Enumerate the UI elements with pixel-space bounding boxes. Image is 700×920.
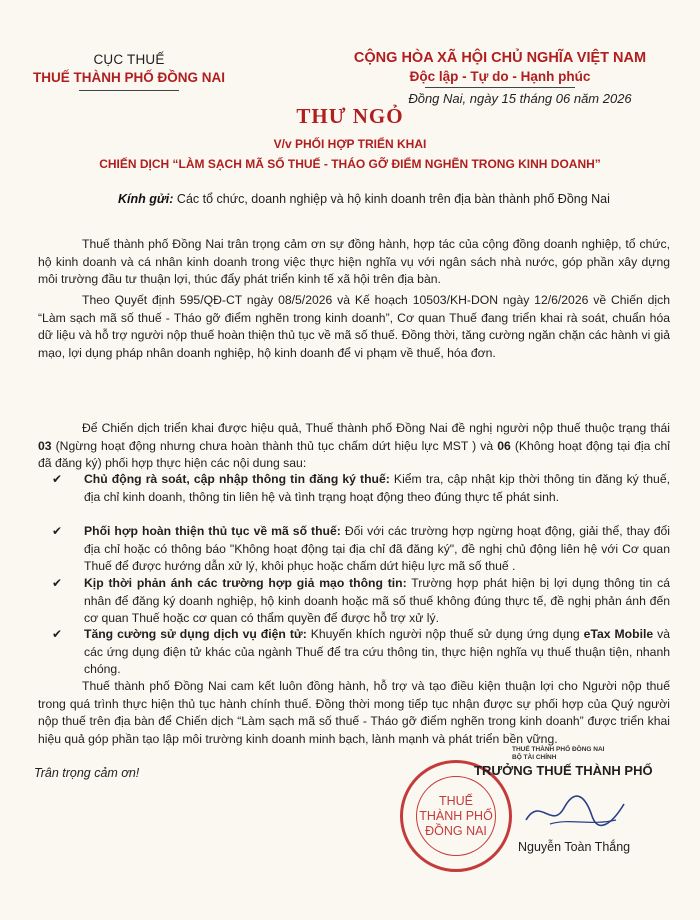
bullet-text: Kiểm tra, cập nhật kịp thời thông tin đăng ký thuế, địa chỉ kinh doanh, thông tin liên hệ và tình trạng hoạt động theo đúng thực tế phát sinh. xyxy=(84,472,670,504)
place-date: Đồng Nai, ngày 15 tháng 06 năm 2026 xyxy=(408,91,632,106)
check-icon: ✔ xyxy=(52,576,63,590)
bullet-item xyxy=(38,471,670,506)
para3-mid: (Ngừng hoạt động nhưng chưa hoàn thành thủ tục chấm dứt hiệu lực MST ) và xyxy=(51,438,498,453)
bullet-item xyxy=(38,626,670,679)
bullet-heading: Kịp thời phản ánh các trường hợp giả mạo thông tin: xyxy=(84,576,407,590)
agency-underline xyxy=(79,90,179,91)
paragraph-closing xyxy=(38,678,670,748)
sig-org-line2: BỘ TÀI CHÍNH xyxy=(512,754,557,761)
agency-name: THUẾ THÀNH PHỐ ĐỒNG NAI xyxy=(33,70,225,85)
motto-underline xyxy=(425,87,575,88)
status-06: 06 xyxy=(497,438,511,453)
thanks-line: Trân trọng cảm ơn! xyxy=(34,766,140,780)
bullet-text: Đối với các trường hợp ngừng hoạt động, giải thể, thay đổi địa chỉ hoặc có thông báo "Không hoạt động tại địa chỉ đã đăng ký", đề nghị chủ động liên hệ với Cơ quan Thuế để được hướng dẫn xử lý, khôi phục hoặc chấm dứt hiệu lực mã số thuế . xyxy=(84,524,670,574)
bullet-item xyxy=(38,523,670,576)
bullet-text: Trường hợp phát hiện bị lợi dụng thông tin cá nhân để đăng ký doanh nghiệp, hộ kinh doanh hoặc mã số thuế không đúng thực tế, đề nghị phản ánh đến cơ quan Thuế hoặc cơ quan có thẩm quyền để được hỗ trợ xử lý. xyxy=(84,576,670,626)
bullet-heading: Chủ động rà soát, cập nhập thông tin đăng ký thuế: xyxy=(84,472,390,486)
bullet-heading: Tăng cường sử dụng dịch vụ điện tử: xyxy=(84,627,307,641)
issuing-agency xyxy=(14,52,244,91)
campaign-name: CHIẾN DỊCH “LÀM SẠCH MÃ SỐ THUẾ - THÁO GỠ ĐIỂM NGHẼN TRONG KINH DOANH” xyxy=(99,157,601,171)
paragraph-basis xyxy=(38,292,670,362)
national-header xyxy=(330,50,670,106)
bullet-text-after: và các ứng dụng điện tử khác của ngành Thuế để tra cứu thông tin, thực hiện nghĩa vụ thuế thuận tiện, nhanh chóng. xyxy=(84,627,670,677)
document-title: THƯ NGỎ xyxy=(296,104,404,128)
bullet-heading: Phối hợp hoàn thiện thủ tục về mã số thuế: xyxy=(84,524,341,538)
check-icon: ✔ xyxy=(52,472,63,486)
check-icon: ✔ xyxy=(52,627,63,641)
paragraph-thanks xyxy=(38,236,670,289)
country-name: CỘNG HÒA XÃ HỘI CHỦ NGHĨA VIỆT NAM xyxy=(353,50,647,66)
handwritten-signature xyxy=(520,790,630,834)
bullet-item xyxy=(38,575,670,628)
signer-name: Nguyễn Toàn Thắng xyxy=(518,840,631,854)
check-icon: ✔ xyxy=(52,524,63,538)
paragraph-2-text: Theo Quyết định 595/QĐ-CT ngày 08/5/2026 và Kế hoạch 10503/KH-DON ngày 12/6/2026 về Chiến dịch “Làm sạch mã số thuế - Tháo gỡ điểm nghẽn trong kinh doanh”, Cơ quan Thuế đang triển khai rà soát, chuẩn hóa dữ liệu và hỗ trợ người nộp thuế hoàn thiện thủ tục về mã số thuế. Đồng thời, tăng cường ngăn chặn các hành vi giả mạo, lợi dụng pháp nhân doanh nghiệp, hộ kinh doanh để vi phạm về thuế, hóa đơn. xyxy=(38,293,670,360)
national-motto: Độc lập - Tự do - Hạnh phúc xyxy=(409,69,591,84)
status-03: 03 xyxy=(38,438,52,453)
document-subject: V/v PHỐI HỢP TRIỂN KHAI xyxy=(273,137,427,151)
seal-text: THUẾ THÀNH PHỐ ĐỒNG NAI xyxy=(419,794,493,838)
agency-parent: CỤC THUẾ xyxy=(93,52,165,67)
etax-app-name: eTax Mobile xyxy=(583,627,654,641)
para3-after: (Không hoạt động tại địa chỉ đã đăng ký) phối hợp thực hiện các nội dung sau: xyxy=(38,438,670,471)
closing-text: Thuế thành phố Đồng Nai cam kết luôn đồng hành, hỗ trợ và tạo điều kiện thuận lợi cho Người nộp thuế trong quá trình thực hiện thủ tục hành chính thuế. Đồng thời mong tiếp tục nhận được sự phối hợp của Quý người nộp thuế trên địa bàn để Chiến dịch “Làm sạch mã số thuế - Tháo gỡ điểm nghẽn trong kinh doanh” được triển khai hiệu quả góp phần tạo lập môi trường kinh doanh minh bạch, lành mạnh và phát triển bền vững. xyxy=(38,679,670,746)
recipient-label: Kính gửi: xyxy=(118,192,174,206)
bullet-text-before: Khuyến khích người nộp thuế sử dụng ứng dụng xyxy=(306,627,584,641)
paragraph-1-text: Thuế thành phố Đồng Nai trân trọng cảm ơn sự đồng hành, hợp tác của cộng đồng doanh nghiệp, tổ chức, hộ kinh doanh và cá nhân kinh doanh trong việc thực hiện nghĩa vụ với ngân sách nhà nước, góp phần xây dựng môi trường đầu tư thuận lợi, thúc đẩy phát triển kinh tế xã hội trên địa bàn. xyxy=(38,237,670,287)
paragraph-request xyxy=(38,420,670,473)
recipient-line xyxy=(118,192,688,206)
sig-org-line1: THUẾ THÀNH PHỐ ĐỒNG NAI xyxy=(512,746,605,753)
recipient-text: Các tổ chức, doanh nghiệp và hộ kinh doanh trên địa bàn thành phố Đồng Nai xyxy=(173,192,610,206)
signer-title: TRƯỞNG THUẾ THÀNH PHỐ xyxy=(474,763,653,778)
signature-org xyxy=(512,746,672,762)
para3-before: Để Chiến dịch triển khai được hiệu quả, Thuế thành phố Đồng Nai đề nghị người nộp thuế thuộc trạng thái xyxy=(82,421,670,435)
